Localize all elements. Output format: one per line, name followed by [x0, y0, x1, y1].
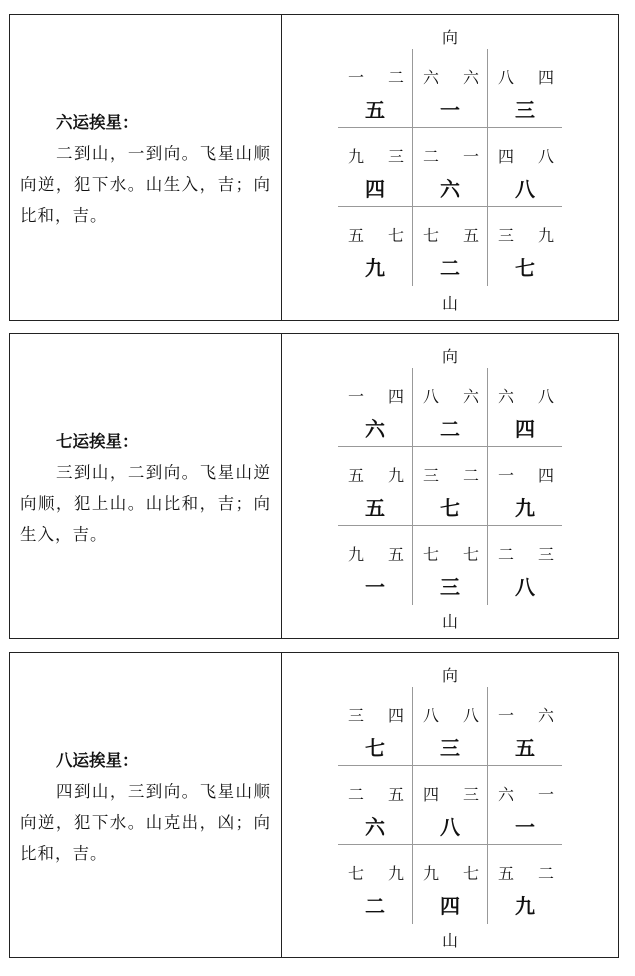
period-star: 九 — [515, 496, 535, 520]
palace-cell — [338, 766, 413, 845]
description-text — [20, 745, 271, 869]
period-star: 二 — [440, 256, 460, 280]
period-star: 四 — [440, 894, 460, 918]
facing-star: 四 — [387, 387, 404, 406]
description-text — [20, 107, 271, 231]
period-star: 一 — [515, 815, 535, 839]
star-chart — [282, 653, 618, 957]
period-star: 一 — [365, 575, 385, 599]
facing-label: 向 — [441, 666, 458, 685]
sitting-label: 山 — [441, 294, 458, 313]
mountain-star: 一 — [348, 387, 365, 406]
mountain-star: 六 — [498, 785, 515, 804]
palace-cell — [488, 526, 562, 605]
sitting-label: 山 — [441, 612, 458, 631]
star-chart — [282, 15, 618, 320]
period-star: 七 — [515, 256, 535, 280]
facing-label: 向 — [441, 347, 458, 366]
mountain-star: 八 — [498, 68, 515, 87]
palace-cell — [413, 128, 488, 207]
facing-star: 一 — [537, 785, 554, 804]
mountain-star: 二 — [348, 785, 365, 804]
palace-cell — [413, 447, 488, 526]
palace-cell — [488, 845, 562, 924]
facing-star: 九 — [387, 466, 404, 485]
palace-cell — [488, 687, 562, 766]
period-star: 四 — [515, 417, 535, 441]
period-8-panel — [9, 652, 619, 958]
period-6-panel — [9, 14, 619, 321]
palace-cell — [338, 368, 413, 447]
period-star: 一 — [440, 98, 460, 122]
palace-cell — [338, 207, 413, 286]
mountain-star: 九 — [423, 864, 440, 883]
period-star: 八 — [440, 815, 460, 839]
period-star: 九 — [515, 894, 535, 918]
palace-cell — [338, 526, 413, 605]
facing-star: 四 — [537, 68, 554, 87]
period-star: 六 — [365, 417, 385, 441]
facing-star: 四 — [387, 706, 404, 725]
mountain-star: 一 — [498, 466, 515, 485]
facing-star: 七 — [387, 226, 404, 245]
period-star: 八 — [515, 575, 535, 599]
facing-label: 向 — [441, 28, 458, 47]
mountain-star: 九 — [348, 545, 365, 564]
period-star: 五 — [515, 736, 535, 760]
period-star: 三 — [515, 98, 535, 122]
description-column — [10, 653, 282, 957]
facing-star: 八 — [462, 706, 479, 725]
facing-star: 七 — [462, 545, 479, 564]
facing-star: 五 — [462, 226, 479, 245]
facing-star: 四 — [537, 466, 554, 485]
section-title: 六运挨星： — [56, 113, 139, 132]
palace-cell — [488, 368, 562, 447]
mountain-star: 二 — [423, 147, 440, 166]
palace-cell — [488, 766, 562, 845]
mountain-star: 八 — [423, 387, 440, 406]
palace-cell — [338, 687, 413, 766]
period-star: 五 — [365, 496, 385, 520]
palace-cell — [413, 687, 488, 766]
palace-cell — [413, 207, 488, 286]
mountain-star: 一 — [348, 68, 365, 87]
mountain-star: 五 — [348, 466, 365, 485]
section-body: 四到山，三到向。飞星山顺向逆，犯下水。山克出，凶；向比和，吉。 — [20, 782, 271, 863]
facing-star: 九 — [537, 226, 554, 245]
section-body: 二到山，一到向。飞星山顺向逆，犯下水。山生入，吉；向比和，吉。 — [20, 144, 271, 225]
nine-palace-grid — [338, 49, 562, 286]
facing-star: 七 — [462, 864, 479, 883]
facing-star: 八 — [537, 387, 554, 406]
sitting-label: 山 — [441, 931, 458, 950]
period-star: 三 — [440, 575, 460, 599]
period-star: 五 — [365, 98, 385, 122]
palace-cell — [413, 49, 488, 128]
facing-star: 二 — [387, 68, 404, 87]
palace-cell — [413, 766, 488, 845]
facing-star: 八 — [537, 147, 554, 166]
mountain-star: 一 — [498, 706, 515, 725]
palace-cell — [488, 128, 562, 207]
period-star: 四 — [365, 177, 385, 201]
mountain-star: 八 — [423, 706, 440, 725]
facing-star: 五 — [387, 545, 404, 564]
mountain-star: 四 — [423, 785, 440, 804]
palace-cell — [338, 447, 413, 526]
period-star: 七 — [365, 736, 385, 760]
description-column — [10, 15, 282, 320]
description-text — [20, 426, 271, 550]
palace-cell — [413, 368, 488, 447]
mountain-star: 四 — [498, 147, 515, 166]
palace-cell — [338, 845, 413, 924]
mountain-star: 二 — [498, 545, 515, 564]
section-title: 八运挨星： — [56, 751, 139, 770]
period-star: 二 — [365, 894, 385, 918]
mountain-star: 六 — [498, 387, 515, 406]
facing-star: 三 — [462, 785, 479, 804]
mountain-star: 三 — [348, 706, 365, 725]
mountain-star: 七 — [423, 226, 440, 245]
facing-star: 三 — [537, 545, 554, 564]
mountain-star: 九 — [348, 147, 365, 166]
palace-cell — [413, 526, 488, 605]
palace-cell — [413, 845, 488, 924]
period-star: 七 — [440, 496, 460, 520]
mountain-star: 七 — [423, 545, 440, 564]
period-star: 六 — [440, 177, 460, 201]
facing-star: 二 — [462, 466, 479, 485]
mountain-star: 七 — [348, 864, 365, 883]
period-star: 三 — [440, 736, 460, 760]
period-7-panel — [9, 333, 619, 639]
period-star: 六 — [365, 815, 385, 839]
period-star: 八 — [515, 177, 535, 201]
facing-star: 二 — [537, 864, 554, 883]
period-star: 九 — [365, 256, 385, 280]
palace-cell — [488, 447, 562, 526]
description-column — [10, 334, 282, 638]
nine-palace-grid — [338, 687, 562, 924]
palace-cell — [338, 49, 413, 128]
facing-star: 五 — [387, 785, 404, 804]
palace-cell — [488, 207, 562, 286]
mountain-star: 五 — [498, 864, 515, 883]
facing-star: 六 — [537, 706, 554, 725]
mountain-star: 五 — [348, 226, 365, 245]
star-chart — [282, 334, 618, 638]
mountain-star: 三 — [498, 226, 515, 245]
palace-cell — [338, 128, 413, 207]
section-title: 七运挨星： — [56, 432, 139, 451]
nine-palace-grid — [338, 368, 562, 605]
period-star: 二 — [440, 417, 460, 441]
facing-star: 一 — [462, 147, 479, 166]
section-body: 三到山，二到向。飞星山逆向顺，犯上山。山比和，吉；向生入，吉。 — [20, 463, 271, 544]
mountain-star: 六 — [423, 68, 440, 87]
mountain-star: 三 — [423, 466, 440, 485]
facing-star: 六 — [462, 387, 479, 406]
facing-star: 三 — [387, 147, 404, 166]
palace-cell — [488, 49, 562, 128]
facing-star: 九 — [387, 864, 404, 883]
facing-star: 六 — [462, 68, 479, 87]
